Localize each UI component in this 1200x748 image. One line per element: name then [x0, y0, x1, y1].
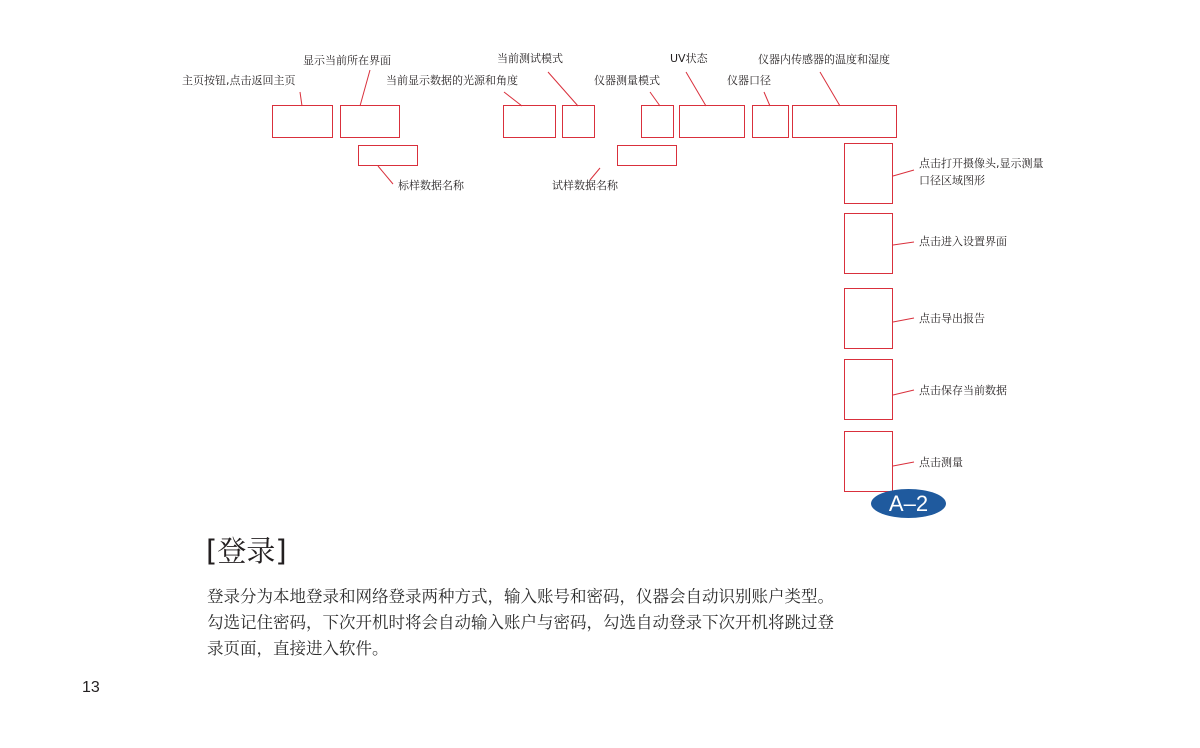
label-save: 点击保存当前数据 — [919, 384, 1007, 397]
paragraph-line-2: 勾选记住密码，下次开机时将会自动输入账户与密码，勾选自动登录下次开机将跳过登 — [207, 613, 834, 632]
leader-export — [893, 318, 914, 322]
label-sample-name: 试样数据名称 — [552, 179, 618, 192]
label-export: 点击导出报告 — [919, 312, 985, 325]
label-test-mode: 当前测试模式 — [497, 52, 563, 65]
label-camera: 点击打开摄像头,显示测量口径区域图形 — [919, 157, 1044, 187]
label-measure-mode: 仪器测量模式 — [594, 74, 660, 87]
paragraph-line-1: 登录分为本地登录和网络登录两种方式，输入账号和密码，仪器会自动识别账户类型。 — [207, 587, 834, 606]
temp-humidity-box — [792, 105, 897, 138]
leader-measure — [893, 462, 914, 466]
leader-current-interface — [360, 70, 370, 106]
uv-status-box — [679, 105, 745, 138]
leader-save — [893, 390, 914, 395]
camera-button-box — [844, 143, 893, 204]
label-measure: 点击测量 — [919, 456, 963, 469]
paragraph-line-3: 录页面，直接进入软件。 — [207, 639, 389, 658]
label-uv-status: UV状态 — [670, 52, 708, 65]
label-light-source-angle: 当前显示数据的光源和角度 — [386, 74, 518, 87]
sample-name-box — [617, 145, 677, 166]
save-button-box — [844, 359, 893, 420]
label-settings: 点击进入设置界面 — [919, 235, 1007, 248]
home-button-box — [272, 105, 333, 138]
label-aperture: 仪器口径 — [727, 74, 771, 87]
figure-badge: A–2 — [871, 489, 946, 518]
leader-home — [300, 92, 302, 106]
leader-test-mode — [548, 72, 578, 106]
label-current-interface: 显示当前所在界面 — [303, 54, 391, 67]
leader-light-source — [504, 92, 522, 106]
leader-aperture — [764, 92, 770, 106]
label-standard-name: 标样数据名称 — [398, 179, 464, 192]
login-description — [207, 584, 967, 662]
light-source-box — [503, 105, 556, 138]
measure-button-box — [844, 431, 893, 492]
leader-standard — [378, 166, 393, 184]
export-button-box — [844, 288, 893, 349]
test-mode-box — [562, 105, 595, 138]
leader-settings — [893, 242, 914, 245]
aperture-box — [752, 105, 789, 138]
current-interface-box — [340, 105, 400, 138]
leader-uv — [686, 72, 706, 106]
settings-button-box — [844, 213, 893, 274]
label-temp-humidity: 仪器内传感器的温度和湿度 — [758, 53, 890, 66]
leader-measure-mode — [650, 92, 660, 106]
leader-camera — [893, 170, 914, 176]
leader-temp — [820, 72, 840, 106]
page-number: 13 — [82, 679, 100, 696]
label-home-button: 主页按钮,点击返回主页 — [182, 74, 296, 87]
section-title: [登录] — [206, 534, 287, 568]
measure-mode-box — [641, 105, 674, 138]
standard-name-box — [358, 145, 418, 166]
